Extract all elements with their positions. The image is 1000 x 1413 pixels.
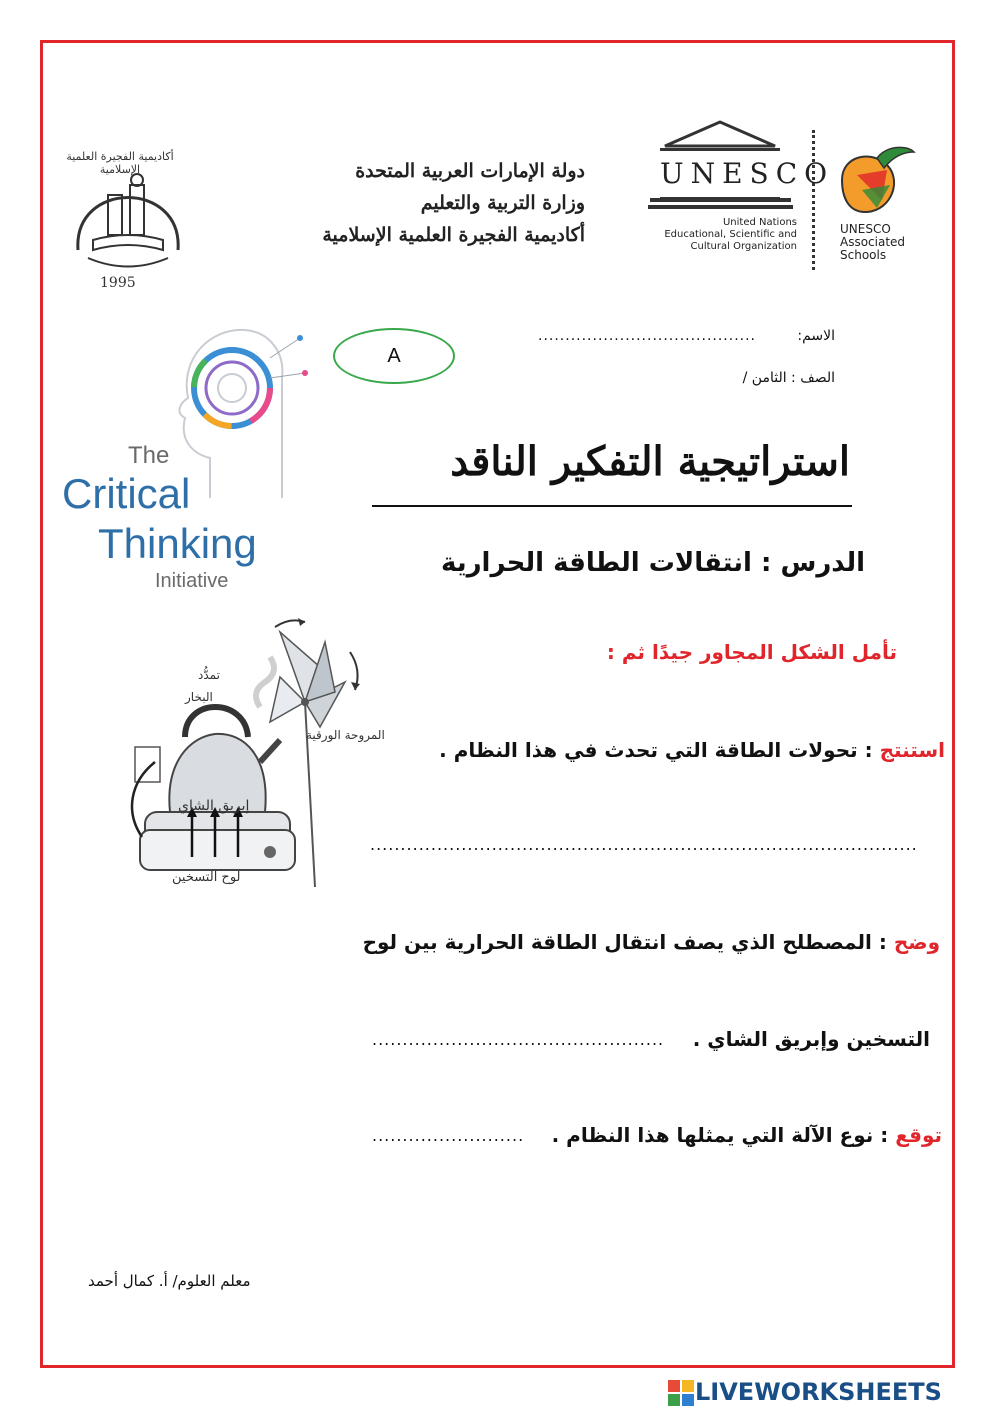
unesco-logo-text: UNESCO — [660, 148, 780, 200]
unesco-subtitle — [615, 217, 797, 253]
page-title: استراتيجية التفكير الناقد — [450, 438, 850, 485]
plate-label: لوح التسخين — [172, 870, 241, 885]
head-network-icon — [170, 318, 310, 503]
question-explain-continued: التسخين وإبريق الشاي . — [692, 1027, 930, 1051]
ct-logo-thinking: Thinking — [98, 520, 257, 567]
question-explain — [363, 930, 940, 954]
class-label: الصف : الثامن / — [742, 370, 835, 386]
header-text-block — [285, 155, 585, 251]
header-line-country: دولة الإمارات العربية المتحدة — [355, 160, 585, 182]
steam-label-2: البخار — [185, 690, 213, 704]
academy-year: 1995 — [100, 275, 136, 291]
question-explain-keyword: وضح — [893, 930, 940, 954]
question-predict-text: : نوع الآلة التي يمثلها هذا النظام . — [551, 1123, 896, 1147]
answer-infer-dots[interactable]: .......................................................................................... — [370, 835, 918, 854]
fan-label: المروحة الورقية — [306, 728, 385, 742]
liveworksheets-logo-icon — [668, 1380, 694, 1406]
ct-logo-the: The — [128, 442, 170, 469]
assoc-line-1: UNESCO — [840, 222, 891, 236]
assoc-line-3: Schools — [840, 248, 887, 262]
unesco-temple-base-icon — [648, 196, 793, 210]
steam-label-1: تمدُّد — [198, 668, 220, 682]
title-underline — [372, 505, 852, 507]
answer-explain-dots[interactable]: ................................................ — [372, 1030, 665, 1049]
associated-schools-text — [840, 223, 905, 262]
name-label: الاسم: — [797, 328, 835, 344]
header-line-academy: أكاديمية الفجيرة العلمية الإسلامية — [322, 224, 585, 246]
unesco-sub-line-1: United Nations — [722, 217, 797, 228]
question-predict — [552, 1123, 942, 1147]
header-line-ministry: وزارة التربية والتعليم — [420, 192, 585, 214]
lesson-title: الدرس : انتقالات الطاقة الحرارية — [441, 548, 865, 578]
unesco-sub-line-2: Educational, Scientific and — [664, 229, 797, 240]
teacher-signature: معلم العلوم/ أ. كمال أحمد — [88, 1272, 251, 1290]
answer-predict-dots[interactable]: ......................... — [372, 1126, 525, 1145]
academy-seal-text: أكاديمية الفجيرة العلمية الإسلامية — [66, 150, 174, 176]
name-input-dots[interactable]: ........................................ — [538, 328, 757, 344]
liveworksheets-watermark: LIVEWORKSHEETS — [695, 1378, 942, 1406]
assoc-line-2: Associated — [840, 235, 906, 249]
unesco-sub-line-3: Cultural Organization — [690, 241, 797, 252]
question-infer-text: : تحولات الطاقة التي تحدث في هذا النظام . — [439, 738, 880, 762]
instruction-text: تأمل الشكل المجاور جيدًا ثم : — [606, 640, 897, 664]
kettle-label: إبريق الشاي — [178, 798, 250, 814]
version-oval: A — [333, 328, 455, 384]
question-explain-text: : المصطلح الذي يصف انتقال الطاقة الحرارية بين لوح — [362, 930, 894, 954]
ct-logo-critical: Critical — [62, 470, 191, 517]
question-predict-keyword: توقع — [895, 1123, 942, 1147]
question-infer — [439, 738, 945, 762]
associated-schools-logo-icon — [832, 140, 922, 220]
ct-logo-initiative: Initiative — [155, 570, 229, 592]
header-dotted-divider — [812, 130, 815, 270]
unesco-temple-roof-icon — [650, 118, 790, 148]
question-infer-keyword: استنتج — [879, 738, 945, 762]
